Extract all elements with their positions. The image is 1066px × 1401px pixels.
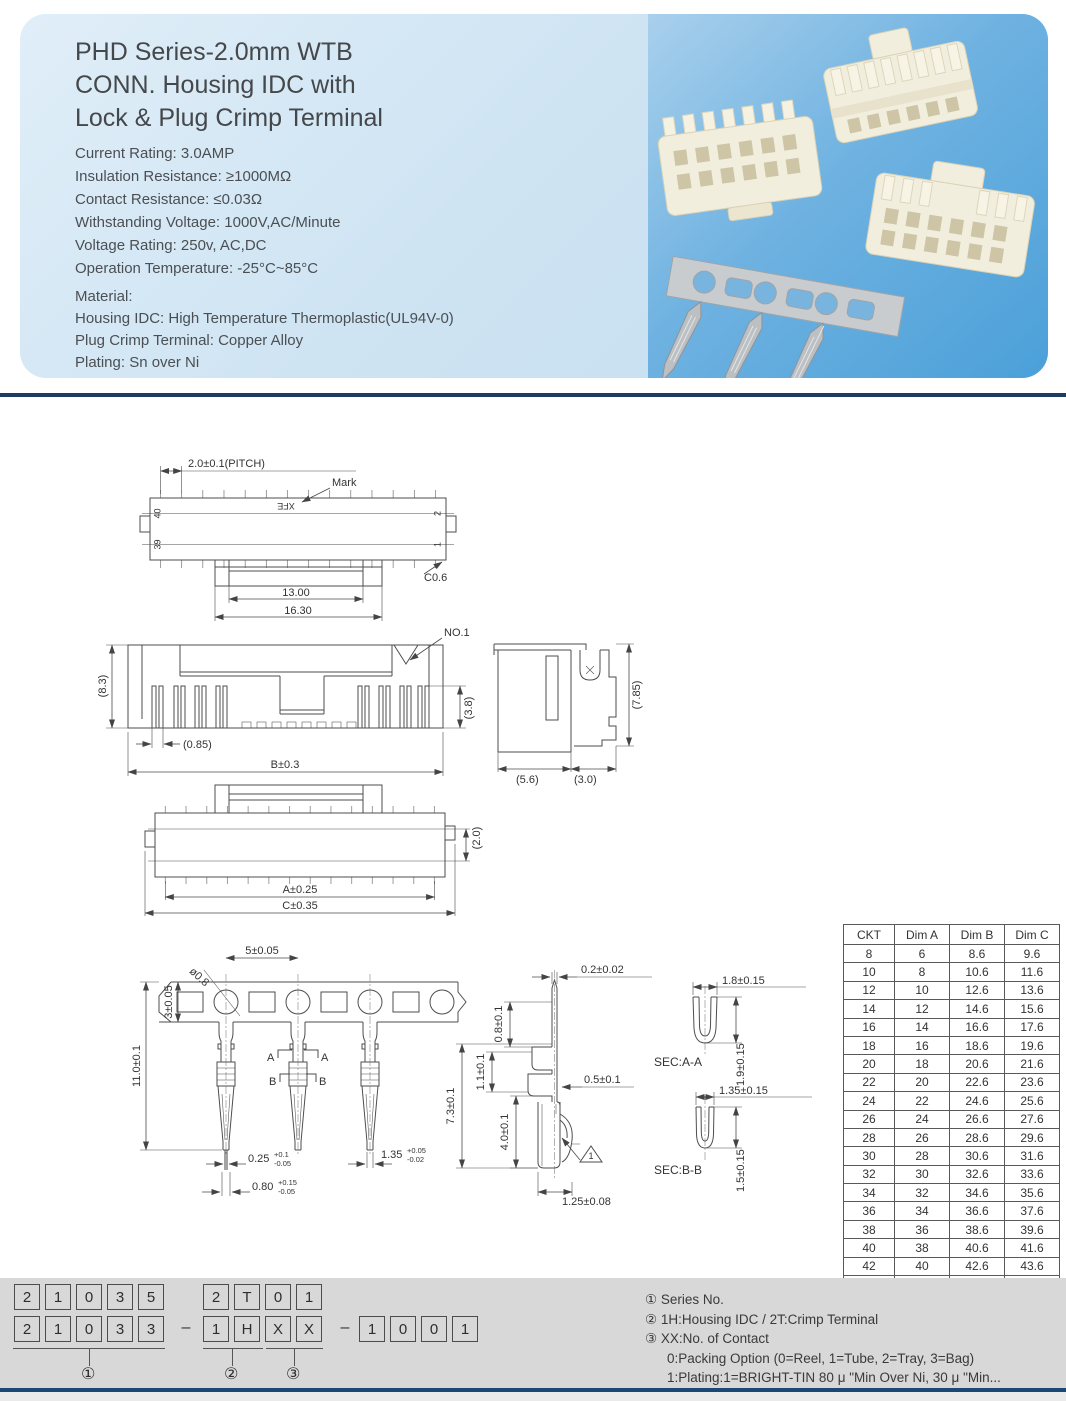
table-cell: 26 xyxy=(844,1110,895,1128)
section-label: B xyxy=(269,1076,277,1088)
legend-line: ③ XX:No. of Contact xyxy=(645,1331,769,1346)
dim-label: 0.8±0.1 xyxy=(493,1005,505,1043)
table-cell: 24 xyxy=(895,1110,950,1128)
top-view-drawing xyxy=(128,450,468,640)
part-code-box: 3 xyxy=(107,1316,133,1342)
table-row xyxy=(844,1128,1060,1146)
part-code-row2-suffix xyxy=(359,1316,478,1342)
pin-number: 39 xyxy=(152,539,163,550)
spec-line: Contact Resistance: ≤0.03Ω xyxy=(75,191,263,208)
spec-line: Operation Temperature: -25°C~85°C xyxy=(75,260,319,277)
dim-label: Mark xyxy=(332,477,357,489)
legend-line: ② 1H:Housing IDC / 2T:Crimp Terminal xyxy=(645,1311,879,1327)
table-cell: 13.6 xyxy=(1005,981,1060,999)
table-cell: 24.6 xyxy=(950,1092,1005,1110)
spec-line: Voltage Rating: 250v, AC,DC xyxy=(75,237,267,254)
table-cell: 40.6 xyxy=(950,1239,1005,1257)
section-title: SEC:B-B xyxy=(654,1163,703,1177)
header-card xyxy=(20,14,1048,378)
spec-line: Withstanding Voltage: 1000V,AC/Minute xyxy=(75,214,341,231)
legend-line: ① Series No. xyxy=(645,1292,724,1307)
dim-tol: +0.1 xyxy=(274,1150,289,1159)
table-row xyxy=(844,1000,1060,1018)
code-underline-2 xyxy=(203,1348,263,1349)
table-cell: 32.6 xyxy=(950,1165,1005,1183)
dim-label: (7.85) xyxy=(631,680,643,710)
table-cell: 19.6 xyxy=(1005,1036,1060,1054)
title-line: CONN. Housing IDC with xyxy=(75,71,356,99)
spec-line: Current Rating: 3.0AMP xyxy=(75,145,235,162)
table-cell: 32 xyxy=(895,1184,950,1202)
table-cell: 30 xyxy=(844,1147,895,1165)
table-header-cell: Dim B xyxy=(950,925,1005,945)
part-code-box: H xyxy=(234,1316,260,1342)
material-line: Material: xyxy=(75,288,133,305)
section-bb-drawing xyxy=(646,1085,826,1200)
table-cell: 18.6 xyxy=(950,1036,1005,1054)
table-cell: 30 xyxy=(895,1165,950,1183)
dim-label: 1.9±0.15 xyxy=(735,1043,747,1086)
table-cell: 20 xyxy=(844,1055,895,1073)
material-list xyxy=(75,286,655,374)
table-cell: 39.6 xyxy=(1005,1220,1060,1238)
part-code-box: 1 xyxy=(203,1316,229,1342)
dim-label: (0.85) xyxy=(183,739,212,751)
part-code-box: 2 xyxy=(14,1284,40,1310)
material-line: Plating: Sn over Ni xyxy=(75,354,200,371)
dim-label: 1.1±0.1 xyxy=(475,1053,487,1091)
dim-label: C±0.35 xyxy=(282,900,318,912)
footer-margin xyxy=(0,1392,1066,1401)
table-cell: 18 xyxy=(895,1055,950,1073)
part-code-box: 0 xyxy=(76,1284,102,1310)
material-line: Housing IDC: High Temperature Thermoplastic(UL94V-0) xyxy=(75,310,454,327)
part-code-box: 0 xyxy=(265,1284,291,1310)
table-cell: 30.6 xyxy=(950,1147,1005,1165)
table-cell: 26 xyxy=(895,1128,950,1146)
circle-number-1: ① xyxy=(81,1366,96,1383)
table-cell: 22.6 xyxy=(950,1073,1005,1091)
table-cell: 16 xyxy=(844,1018,895,1036)
table-cell: 10 xyxy=(895,981,950,999)
part-code-box: 1 xyxy=(452,1316,478,1342)
part-code-box: X xyxy=(265,1316,291,1342)
table-cell: 20.6 xyxy=(950,1055,1005,1073)
part-code-box: 0 xyxy=(76,1316,102,1342)
section-label: A xyxy=(267,1052,275,1064)
part-code-dash: – xyxy=(340,1319,350,1336)
dim-label: 1.35 xyxy=(381,1149,403,1161)
table-cell: 12 xyxy=(895,1000,950,1018)
table-cell: 41.6 xyxy=(1005,1239,1060,1257)
section-aa-drawing xyxy=(646,975,826,1090)
dim-label: 0.5±0.1 xyxy=(584,1074,621,1086)
table-row xyxy=(844,1110,1060,1128)
terminal-strip-drawing xyxy=(126,944,466,1236)
table-cell: 42.6 xyxy=(950,1257,1005,1275)
dim-label: 4.0±0.1 xyxy=(499,1113,511,1151)
table-cell: 15.6 xyxy=(1005,1000,1060,1018)
pin-number: 2 xyxy=(432,510,443,517)
table-row xyxy=(844,1147,1060,1165)
table-cell: 24 xyxy=(844,1092,895,1110)
spec-list xyxy=(75,142,635,280)
part-code-row1-series xyxy=(14,1284,164,1310)
dim-label: C0.6 xyxy=(424,572,448,584)
table-cell: 14 xyxy=(844,1000,895,1018)
pin-number: 1 xyxy=(432,541,443,548)
table-row xyxy=(844,1018,1060,1036)
table-cell: 16.6 xyxy=(950,1018,1005,1036)
table-cell: 36 xyxy=(844,1202,895,1220)
dim-label: (5.6) xyxy=(516,774,539,786)
dim-label: 1.5±0.15 xyxy=(735,1149,747,1192)
circle-number-3: ③ xyxy=(286,1366,301,1383)
table-cell: 33.6 xyxy=(1005,1165,1060,1183)
header-divider xyxy=(0,393,1066,397)
legend-line: 1:Plating:1=BRIGHT-TIN 80 μ "Min Over Ni, 30 μ "Min... xyxy=(667,1370,1001,1385)
table-cell: 37.6 xyxy=(1005,1202,1060,1220)
table-cell: 28 xyxy=(895,1147,950,1165)
table-cell: 12.6 xyxy=(950,981,1005,999)
part-code-box: 3 xyxy=(107,1284,133,1310)
table-row xyxy=(844,1165,1060,1183)
title-line: PHD Series-2.0mm WTB xyxy=(75,38,353,66)
section-title: SEC:A-A xyxy=(654,1055,703,1069)
table-cell: 6 xyxy=(895,945,950,963)
table-cell: 34 xyxy=(895,1202,950,1220)
table-cell: 23.6 xyxy=(1005,1073,1060,1091)
part-code-box: 1 xyxy=(45,1284,71,1310)
table-cell: 26.6 xyxy=(950,1110,1005,1128)
dim-label: 1.8±0.15 xyxy=(722,975,765,987)
part-code-box: T xyxy=(234,1284,260,1310)
table-cell: 20 xyxy=(895,1073,950,1091)
dim-tol: +0.05 xyxy=(407,1146,426,1155)
part-code-row1-type xyxy=(203,1284,322,1310)
dim-tol: -0.05 xyxy=(278,1187,296,1196)
dim-tol: -0.02 xyxy=(407,1155,425,1164)
part-code-box: X xyxy=(296,1316,322,1342)
part-code-box: 1 xyxy=(296,1284,322,1310)
dim-label: 5±0.05 xyxy=(245,945,279,957)
table-row xyxy=(844,1036,1060,1054)
table-cell: 11.6 xyxy=(1005,963,1060,981)
dim-label: 13.00 xyxy=(282,587,310,599)
table-header-cell: Dim C xyxy=(1005,925,1060,945)
table-row xyxy=(844,1239,1060,1257)
dim-label: (3.0) xyxy=(574,774,597,786)
part-code-box: 3 xyxy=(138,1316,164,1342)
dim-label: (8.3) xyxy=(97,674,109,698)
table-row xyxy=(844,1202,1060,1220)
table-cell: 32 xyxy=(844,1165,895,1183)
table-row xyxy=(844,1073,1060,1091)
table-cell: 16 xyxy=(895,1036,950,1054)
dimension-table xyxy=(843,924,1060,1294)
dim-label: A±0.25 xyxy=(282,884,318,896)
flag-number: 1 xyxy=(588,1151,594,1161)
table-cell: 36.6 xyxy=(950,1202,1005,1220)
page-title xyxy=(75,36,635,135)
stamp-mark: XFE xyxy=(277,501,295,511)
table-cell: 34.6 xyxy=(950,1184,1005,1202)
table-header-row xyxy=(844,925,1060,945)
table-cell: 38 xyxy=(895,1239,950,1257)
part-code-dash: – xyxy=(181,1319,191,1336)
part-code-box: 1 xyxy=(359,1316,385,1342)
table-row xyxy=(844,963,1060,981)
table-cell: 36 xyxy=(895,1220,950,1238)
bottom-view-drawing xyxy=(128,776,528,926)
table-cell: 35.6 xyxy=(1005,1184,1060,1202)
dim-label: (2.0) xyxy=(471,826,483,850)
dim-label: 3±0.05 xyxy=(163,985,175,1019)
material-line: Plug Crimp Terminal: Copper Alloy xyxy=(75,332,304,349)
ordering-legend xyxy=(645,1290,1055,1388)
part-code-row2-type xyxy=(203,1316,322,1342)
table-cell: 28 xyxy=(844,1128,895,1146)
table-cell: 38 xyxy=(844,1220,895,1238)
table-header-cell: CKT xyxy=(844,925,895,945)
dim-label: B±0.3 xyxy=(270,759,300,771)
part-code-box: 0 xyxy=(390,1316,416,1342)
table-cell: 38.6 xyxy=(950,1220,1005,1238)
table-cell: 29.6 xyxy=(1005,1128,1060,1146)
table-cell: 8 xyxy=(895,963,950,981)
dim-label: 0.25 xyxy=(248,1153,270,1165)
table-row xyxy=(844,981,1060,999)
table-cell: 10.6 xyxy=(950,963,1005,981)
part-code-row2-series xyxy=(14,1316,164,1342)
title-line: Lock & Plug Crimp Terminal xyxy=(75,104,383,132)
dim-label: ø0.8 xyxy=(186,965,212,990)
section-label: B xyxy=(319,1076,327,1088)
table-cell: 22 xyxy=(844,1073,895,1091)
part-code-box: 0 xyxy=(421,1316,447,1342)
dim-label: 0.2±0.02 xyxy=(581,964,624,976)
circle-number-2: ② xyxy=(224,1366,239,1383)
table-cell: 8.6 xyxy=(950,945,1005,963)
dim-label: 11.0±0.1 xyxy=(131,1045,143,1087)
table-header-cell: Dim A xyxy=(895,925,950,945)
legend-line: 0:Packing Option (0=Reel, 1=Tube, 2=Tray, 3=Bag) xyxy=(667,1350,975,1366)
table-row xyxy=(844,945,1060,963)
table-cell: 25.6 xyxy=(1005,1092,1060,1110)
terminal-profile-drawing xyxy=(434,952,664,1238)
table-cell: 14 xyxy=(895,1018,950,1036)
table-cell: 31.6 xyxy=(1005,1147,1060,1165)
table-row xyxy=(844,1257,1060,1275)
table-row xyxy=(844,1184,1060,1202)
table-cell: 14.6 xyxy=(950,1000,1005,1018)
table-cell: 18 xyxy=(844,1036,895,1054)
pin-number: 40 xyxy=(152,508,163,519)
section-label: A xyxy=(321,1052,329,1064)
table-cell: 40 xyxy=(895,1257,950,1275)
side-view-drawing xyxy=(476,622,646,790)
dim-label: 2.0±0.1(PITCH) xyxy=(188,458,265,470)
part-code-box: 1 xyxy=(45,1316,71,1342)
table-cell: 28.6 xyxy=(950,1128,1005,1146)
part-code-box: 5 xyxy=(138,1284,164,1310)
table-cell: 10 xyxy=(844,963,895,981)
dim-label: 1.35±0.15 xyxy=(719,1085,768,1097)
table-row xyxy=(844,1092,1060,1110)
table-cell: 22 xyxy=(895,1092,950,1110)
table-cell: 40 xyxy=(844,1239,895,1257)
table-row xyxy=(844,1220,1060,1238)
table-cell: 42 xyxy=(844,1257,895,1275)
spec-line: Insulation Resistance: ≥1000MΩ xyxy=(75,168,292,185)
dim-tol: +0.15 xyxy=(278,1178,297,1187)
dim-label: (3.8) xyxy=(463,696,475,720)
front-view-drawing xyxy=(92,624,532,784)
dim-label: 1.25±0.08 xyxy=(562,1196,611,1208)
part-code-box: 2 xyxy=(203,1284,229,1310)
dim-label: 16.30 xyxy=(284,605,312,617)
dim-tol: -0.05 xyxy=(274,1159,292,1168)
ordering-band xyxy=(0,1278,1066,1388)
table-cell: 12 xyxy=(844,981,895,999)
table-cell: 17.6 xyxy=(1005,1018,1060,1036)
dim-label: 0.80 xyxy=(252,1181,274,1193)
product-photo xyxy=(648,14,1048,378)
dim-label: 7.3±0.1 xyxy=(445,1087,457,1125)
table-cell: 27.6 xyxy=(1005,1110,1060,1128)
part-code-box: 2 xyxy=(14,1316,40,1342)
table-row xyxy=(844,1055,1060,1073)
table-cell: 21.6 xyxy=(1005,1055,1060,1073)
table-cell: 9.6 xyxy=(1005,945,1060,963)
table-cell: 8 xyxy=(844,945,895,963)
table-cell: 43.6 xyxy=(1005,1257,1060,1275)
table-cell: 34 xyxy=(844,1184,895,1202)
dim-label: NO.1 xyxy=(444,627,470,639)
